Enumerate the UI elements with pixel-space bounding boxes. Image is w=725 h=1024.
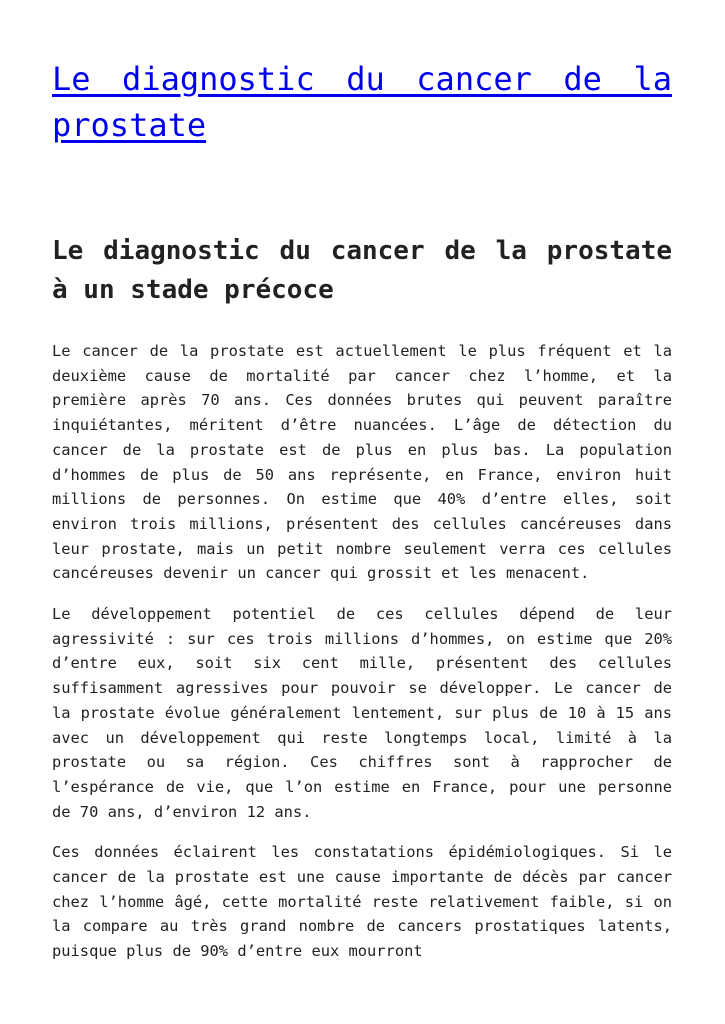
article-subtitle: Le diagnostic du cancer de la prostate à un stade précoce [52, 236, 672, 305]
paragraph-1: Le cancer de la prostate est actuellement le plus fréquent et la deuxième cause de mortalité par cancer chez l’homme, et la première après 70 ans. Ces données brutes qui peuvent paraître inquiétantes, méritent d’être nuancées. L’âge de détection du cancer de la prostate est de plus en plus bas. La population d’hommes de plus de 50 ans représente, en France, environ huit millions de personnes. On estime que 40% d’entre elles, soit environ trois millions, présentent des cellules cancéreuses dans leur prostate, mais un petit nombre seulement verra ces cellules cancéreuses devenir un cancer qui grossit et les menacent. [52, 342, 672, 583]
paragraph-2: Le développement potentiel de ces cellules dépend de leur agressivité : sur ces trois millions d’hommes, on estime que 20% d’entre eux, soit six cent mille, présentent des cellules suffisamment agressives pour pouvoir se développer. Le cancer de la prostate évolue généralement lentement, sur plus de 10 à 15 ans avec un développement qui reste longtemps local, limité à la prostate ou sa région. Ces chiffres sont à rapprocher de l’espérance de vie, que l’on estime en France, pour une personne de 70 ans, d’environ 12 ans. [52, 605, 672, 821]
paragraph-3: Ces données éclairent les constatations épidémiologiques. Si le cancer de la prostate est une cause importante de décès par cancer chez l’homme âgé, cette mortalité reste relativement faible, si on la compare au très grand nombre de cancers prostatiques latents, puisque plus de 90% d’entre eux mourront [52, 843, 672, 961]
article-page [52, 56, 672, 964]
article-title-link[interactable]: Le diagnostic du cancer de la prostate [52, 60, 672, 144]
